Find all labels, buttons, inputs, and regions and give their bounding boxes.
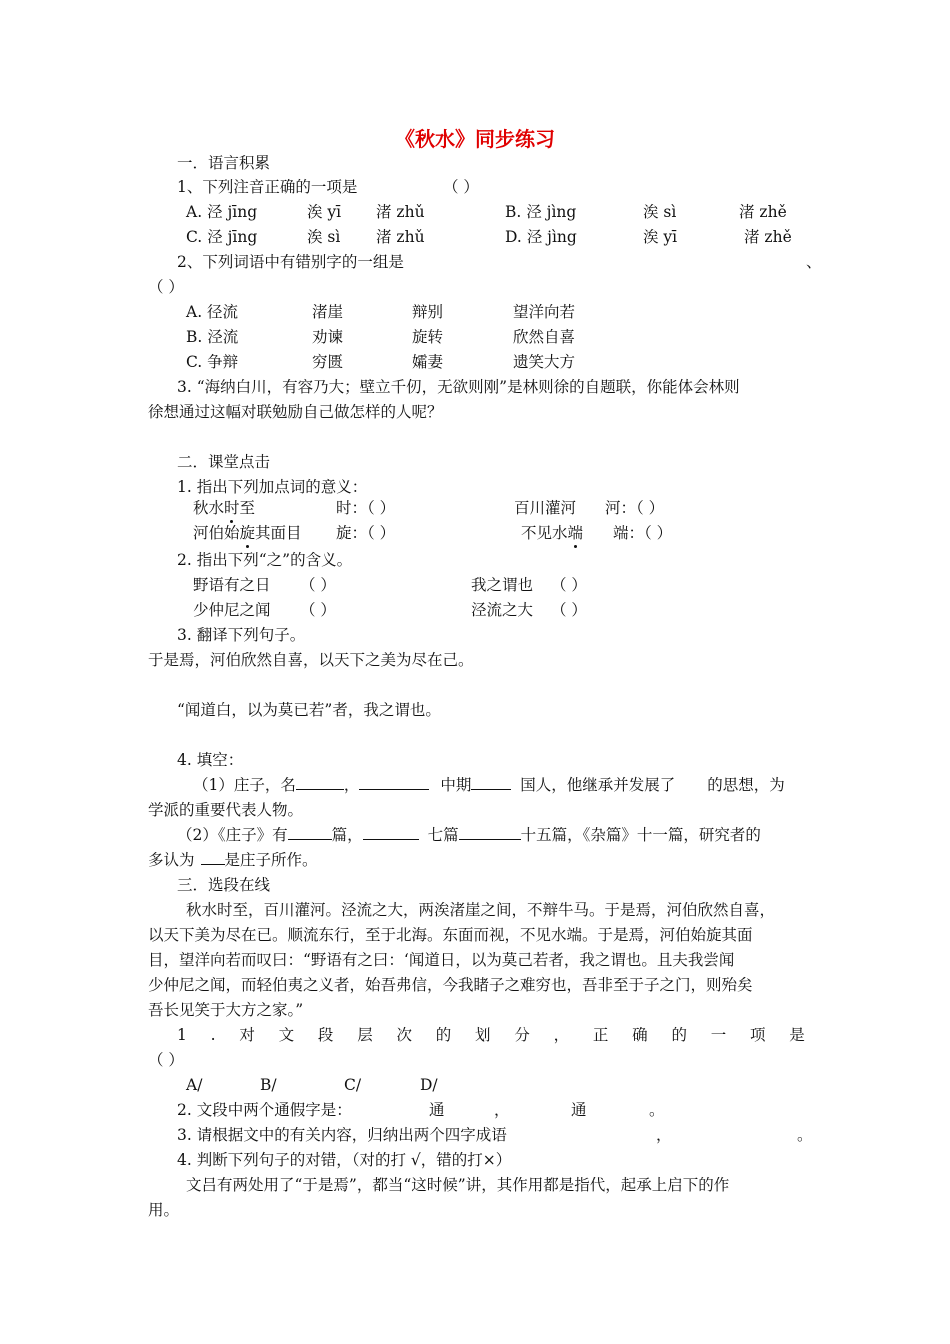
passage-line: 秋水时至，百川灌河。泾流之大，两涘渚崖之间，不辩牛马。于是焉，河伯欣然自喜，: [186, 901, 776, 919]
s3-q1-char: 正: [592, 1026, 609, 1044]
s2-q1-item: 河伯始旋其面目: [193, 524, 302, 542]
s3-q1-char: 文: [278, 1026, 295, 1044]
s3-q1-stem: [177, 1025, 805, 1045]
s1-q1-option-b: 涘 sì: [643, 203, 677, 221]
s2-q2-stem: 2. 指出下列“之”的含义。: [177, 551, 353, 569]
section-1-heading: 一．语言积累: [177, 154, 271, 172]
passage-line: 吾长见笑于大方之家。”: [148, 1001, 304, 1019]
s2-q3-sentence: “闻道白，以为莫已若”者，我之谓也。: [177, 701, 441, 719]
s3-q2: 2. 文段中两个通假字是：: [177, 1101, 352, 1119]
s1-q1-stem: 1、下列注音正确的一项是: [177, 178, 358, 196]
s1-q3-line: 3. “海纳白川，有容乃大；壁立千仞，无欲则刚”是林则徐的自题联，你能体会林则: [177, 378, 740, 396]
s1-q2-option-a: A. 径流: [186, 303, 239, 321]
s2-q4-fill-line: 多认为 是庄子所作。: [148, 851, 318, 869]
s1-q2-option-c: C. 争辩: [186, 353, 239, 371]
s1-q1-option-d: 渚 zhě: [744, 228, 792, 246]
s2-q2-item: 泾流之大: [471, 601, 534, 619]
s2-q2-answer: （ ）: [551, 601, 587, 619]
s3-q2: ，: [494, 1101, 510, 1119]
s3-q1-char: 项: [750, 1026, 766, 1044]
s1-q1-option-b: 渚 zhě: [739, 203, 787, 221]
s2-q4-fill-line: （1）庄子，名 ， 中期 国人，他继承并发展了 的思想，为: [193, 776, 785, 794]
s2-q4-fill-line: 学派的重要代表人物。: [148, 801, 304, 819]
s1-q1-option-c: 渚 zhǔ: [376, 228, 425, 246]
s1-q3-line: 徐想通过这幅对联勉励自己做怎样的人呢？: [148, 403, 443, 421]
s1-q2-mark: 、: [806, 253, 822, 271]
s3-q1-char: 分: [514, 1026, 530, 1044]
section-3-heading: 三．选段在线: [177, 876, 271, 894]
section-2-heading: 二．课堂点击: [177, 453, 271, 471]
s1-q1-option-d: 涘 yī: [643, 228, 678, 246]
s1-q1-option-b: B. 泾 jìng: [505, 203, 577, 221]
s3-q1-char: 层: [357, 1026, 373, 1044]
s3-q1-char: 是: [789, 1026, 805, 1044]
s2-q2-item: 少仲尼之闻: [193, 601, 271, 619]
s3-q1-char: 次: [396, 1026, 412, 1044]
s1-q1-option-c: 涘 sì: [307, 228, 341, 246]
s2-q1-item: 秋水时至: [193, 499, 256, 517]
s3-q4-text: 文吕有两处用了“于是焉”，都当“这时候”讲，其作用都是指代，起承上启下的作: [186, 1176, 730, 1194]
s3-q2: 。: [649, 1101, 665, 1119]
page-title: 《秋水》同步练习: [395, 127, 555, 151]
s1-q2-option-b: 劝谏: [312, 328, 344, 346]
s3-q1-char: 确: [632, 1026, 648, 1044]
s1-q2-option-a: 望洋向若: [513, 303, 576, 321]
s3-q1-char: .: [210, 1026, 216, 1044]
s2-q1-answer: 旋：（ ）: [336, 524, 396, 542]
s1-q1-option-a: 渚 zhǔ: [376, 203, 425, 221]
s3-q1-option: A/: [186, 1076, 203, 1094]
s1-q1-option-a: 涘 yī: [307, 203, 342, 221]
s1-q1-option-d: D. 泾 jìng: [505, 228, 577, 246]
s3-q1-char: 对: [239, 1026, 255, 1044]
s1-q1-option-a: A. 泾 jīng: [186, 203, 258, 221]
s1-q2-option-a: 辩别: [412, 303, 444, 321]
s2-q1-stem: 1. 指出下列加点词的意义：: [177, 478, 368, 496]
s3-q4-stem: 4. 判断下列句子的对错，（对的打 √，错的打×）: [177, 1151, 512, 1169]
s2-q3-sentence: 于是焉，河伯欣然自喜，以天下之美为尽在己。: [148, 651, 474, 669]
s2-q2-answer: （ ）: [300, 601, 336, 619]
s3-q1-char: 的: [435, 1026, 452, 1044]
s2-q1-answer: 时：（ ）: [336, 499, 396, 517]
passage-line: 以天下美为尽在已。顺流东行，至于北海。东面而视，不见水端。于是焉，河伯始旋其面: [148, 926, 753, 944]
s2-q2-answer: （ ）: [300, 576, 336, 594]
s3-q1-char: ，: [553, 1026, 570, 1044]
s2-q1-answer: 河：（ ）: [605, 499, 665, 517]
s2-q1-item: 不见水端: [521, 524, 584, 542]
s3-q2: 通: [571, 1101, 587, 1119]
s1-q2-option-c: 遗笑大方: [513, 353, 576, 371]
s1-q1-option-c: C. 泾 jīng: [186, 228, 258, 246]
s2-q4-stem: 4. 填空：: [177, 751, 244, 769]
passage-line: 少仲尼之闻，而轻伯夷之义者，始吾弗信，今我睹子之难穷也，吾非至于子之门，则殆矣: [148, 976, 753, 994]
s1-q2-option-b: 欣然自喜: [513, 328, 576, 346]
s3-q3: 3. 请根据文中的有关内容，归纳出两个四字成语: [177, 1126, 507, 1144]
s3-q1-char: 划: [475, 1026, 491, 1044]
s3-q1-option: C/: [344, 1076, 362, 1094]
s3-q1-char: 段: [317, 1026, 334, 1044]
s1-q2-option-c: 穷匮: [312, 353, 344, 371]
s3-q1-paren: （ ）: [148, 1051, 184, 1069]
s1-q2-option-b: 旋转: [412, 328, 444, 346]
s3-q2: 通: [429, 1101, 445, 1119]
s3-q4-text: 用。: [148, 1201, 180, 1219]
s2-q2-item: 野语有之日: [193, 576, 271, 594]
s3-q1-char: 1: [177, 1026, 187, 1044]
s3-q1-char: 的: [671, 1026, 687, 1044]
s2-q2-answer: （ ）: [551, 576, 587, 594]
s1-q2-option-b: B. 泾流: [186, 328, 239, 346]
s1-q2-option-a: 渚崖: [312, 303, 344, 321]
s3-q1-option: D/: [420, 1076, 438, 1094]
s1-q2-option-c: 孀妻: [412, 353, 444, 371]
s3-q1-char: 一: [710, 1026, 727, 1044]
s1-q1-paren: （ ）: [443, 178, 479, 196]
s2-q1-item: 百川灌河: [514, 499, 577, 517]
s3-q1-option: B/: [260, 1076, 277, 1094]
s3-q3: 。: [797, 1126, 813, 1144]
s2-q2-item: 我之谓也: [471, 576, 534, 594]
s1-q2-paren: （ ）: [148, 278, 184, 296]
s2-q4-fill-line: （2）《庄子》有 篇， 七篇 十五篇，《杂篇》十一篇，研究者的: [177, 826, 761, 844]
s1-q2-stem: 2、下列词语中有错别字的一组是: [177, 253, 404, 271]
passage-line: 目，望洋向若而叹曰：“野语有之曰：‘闻道日，以为莫己若者，我之谓也。且夫我尝闻: [148, 951, 735, 969]
s2-q1-answer: 端：（ ）: [613, 524, 673, 542]
s2-q3-stem: 3. 翻译下列句子。: [177, 626, 306, 644]
s3-q3: ，: [656, 1126, 672, 1144]
